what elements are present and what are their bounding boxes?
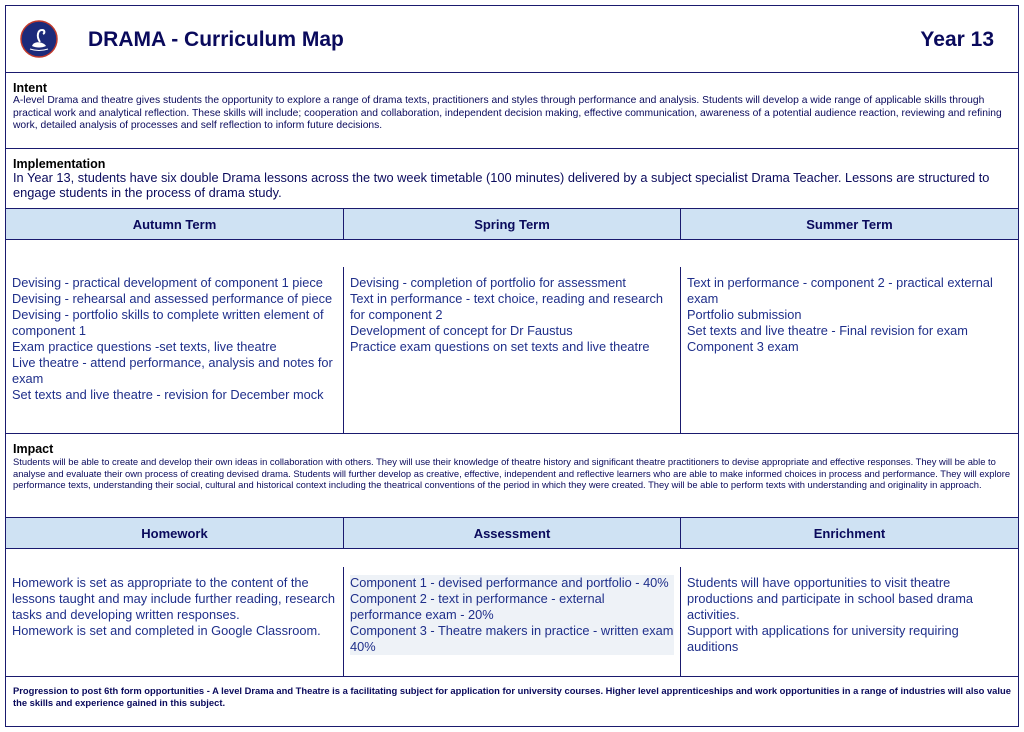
list-item: Homework is set and completed in Google Classroom. (12, 622, 321, 638)
list-item: Set texts and live theatre - revision for December mock (12, 386, 324, 402)
list-item: Support with applications for university requiring auditions (687, 622, 959, 654)
list-item: Live theatre - attend performance, analysis and notes for exam (12, 354, 333, 386)
homework-cell (6, 567, 343, 677)
assessment-cell (343, 567, 681, 677)
summer-term-cell (681, 267, 1018, 434)
list-item: Component 2 - text in performance - external performance exam - 20% (350, 591, 674, 623)
list-item: Development of concept for Dr Faustus (350, 322, 573, 338)
list-item: Devising - completion of portfolio for assessment (350, 274, 626, 290)
enrichment-header: Enrichment (681, 518, 1018, 549)
list-item: Practice exam questions on set texts and live theatre (350, 338, 650, 354)
list-item: Set texts and live theatre - Final revision for exam (687, 322, 968, 338)
list-item: Text in performance - component 2 - practical external exam (687, 274, 993, 306)
swan-crest-icon (20, 20, 58, 58)
list-item: Devising - portfolio skills to complete written element of component 1 (12, 306, 324, 338)
list-item: Portfolio submission (687, 306, 802, 322)
list-item: Students will have opportunities to visit theatre productions and participate in school based drama activities. (687, 574, 973, 622)
intent-text: A-level Drama and theatre gives students the opportunity to explore a range of drama texts, practitioners and styles through performance and analysis. Students will develop a wide range of applicable skills through practical work and analytical reflection. These skills will include; cooperation and collaboration, independent decision making, effective communication, awareness of a potential audience reaction, reviewing and refining work, detailed analysis of processes and self reflection to inform future decisions. (13, 95, 1002, 131)
intent-heading: Intent (13, 81, 48, 95)
header (6, 6, 1018, 73)
list-item: Exam practice questions -set texts, live theatre (12, 338, 277, 354)
implementation-section (6, 149, 1018, 209)
list-item: Component 1 - devised performance and portfolio - 40% (350, 575, 674, 591)
implementation-heading: Implementation (13, 157, 106, 171)
enrichment-cell (681, 567, 1018, 677)
spring-term-cell (343, 267, 681, 434)
terms-table (6, 209, 1018, 434)
intent-section (6, 73, 1018, 149)
autumn-term-header: Autumn Term (6, 209, 343, 240)
impact-text: Students will be able to create and develop their own ideas in collaboration with others. They will use their knowledge of theatre history and significant theatre practitioners to devise appropriate and effective responses. They will be able to analyse and evaluate their own process of creating devised drama. Students will further develop as creative, effective, independent and reflective learners who are able to make informed choices in process and performance. They will explore performance texts, understanding their social, cultural and historical context including the theatrical conventions of the period in which they were created. They will be able to perform texts with understanding and originality in approach. (13, 456, 1011, 490)
summer-term-header: Summer Term (681, 209, 1018, 240)
impact-heading: Impact (13, 442, 54, 456)
list-item: Homework is set as appropriate to the content of the lessons taught and may include further reading, research tasks and developing written responses. (12, 574, 335, 622)
implementation-text: In Year 13, students have six double Drama lessons across the two week timetable (100 minutes) delivered by a subject specialist Drama Teacher. Lessons are structured to engage students in the process of drama study. (13, 170, 990, 200)
page-title: DRAMA - Curriculum Map (88, 28, 344, 51)
assessment-header: Assessment (343, 518, 681, 549)
year-label: Year 13 (920, 28, 994, 51)
list-item: Devising - rehearsal and assessed performance of piece (12, 290, 333, 306)
extras-table (6, 518, 1018, 677)
homework-header: Homework (6, 518, 343, 549)
autumn-term-cell (6, 267, 343, 434)
progression-footer: Progression to post 6th form opportunities - A level Drama and Theatre is a facilitating subject for application for university courses. Higher level apprenticeships and work opportunities in a range of industries will also value the skills and experience gained in this subject. (13, 685, 1011, 708)
list-item: Text in performance - text choice, reading and research for component 2 (350, 290, 663, 322)
list-item: Component 3 - Theatre makers in practice - written exam 40% (350, 622, 674, 654)
spring-term-header: Spring Term (343, 209, 681, 240)
impact-section (6, 434, 1018, 518)
curriculum-map (5, 5, 1019, 727)
list-item: Devising - practical development of component 1 piece (12, 274, 323, 290)
list-item: Component 3 exam (687, 338, 799, 354)
